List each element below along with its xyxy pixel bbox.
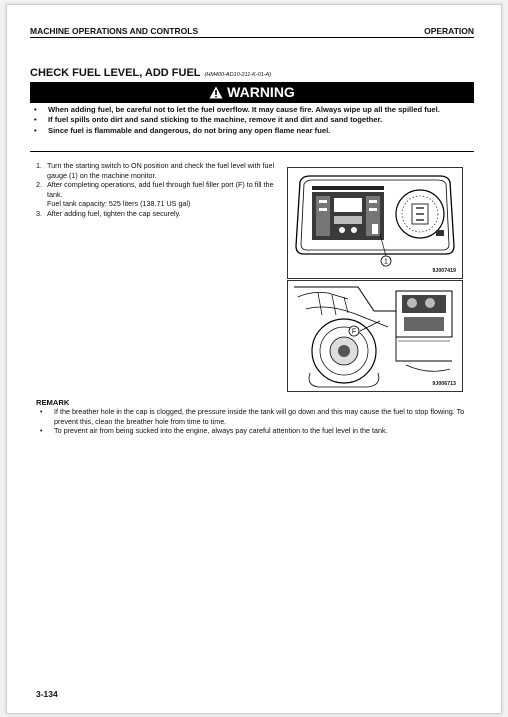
figure-fuel-filler (287, 280, 463, 392)
warning-label: WARNING (227, 84, 295, 100)
step-item (36, 199, 281, 209)
step-text: Turn the starting switch to ON position and check the fuel level with fuel gauge (1) on the machine monitor. (47, 161, 275, 180)
step-number: 3. (36, 208, 42, 218)
section-code: (HM400-AD10-211-K-01-A) (204, 72, 272, 78)
step-text: After completing operations, add fuel through fuel filler port (F) to fill the tank. (47, 180, 274, 199)
page-header (30, 24, 474, 38)
monitor-callout-label: 1 (384, 258, 388, 266)
warning-item: • When adding fuel, be careful not to let the fuel overflow. It may cause fire. Always wipe up all the spilled fuel. (30, 105, 474, 115)
step-text: After adding fuel, tighten the cap securely. (47, 208, 181, 218)
step-item (36, 209, 281, 219)
filler-callout-label: F (351, 328, 357, 336)
warning-item: • If fuel spills onto dirt and sand sticking to the machine, remove it and dirt and sand together. (30, 115, 474, 125)
section-title (30, 67, 271, 79)
section-title-text: CHECK FUEL LEVEL, ADD FUEL (30, 67, 201, 79)
remark-heading: REMARK (36, 398, 70, 407)
figure-code: 9J007419 (432, 268, 456, 274)
figure-code: 9J006713 (432, 381, 456, 387)
warning-list (30, 105, 474, 136)
remark-list (36, 407, 470, 436)
fuel-filler-illustration (288, 281, 462, 391)
procedure-steps (36, 161, 281, 219)
machine-monitor-illustration (288, 168, 462, 278)
remark-item: • If the breather hole in the cap is clogged, the pressure inside the tank will go down and this may cause the fuel to stop flowing. To prevent this, clean the breather hole from time to time. (36, 407, 470, 426)
warning-triangle-icon (209, 86, 223, 99)
step-number: 1. (36, 161, 42, 170)
header-section: OPERATION (424, 26, 474, 36)
warning-item: • Since fuel is flammable and dangerous, do not bring any open flame near fuel. (30, 126, 474, 136)
step-text: Fuel tank capacity: 525 liters (138.71 US gal) (47, 199, 191, 209)
step-item (36, 180, 281, 199)
warning-divider (30, 151, 474, 152)
remark-item: • To prevent air from being sucked into the engine, always pay careful attention to the fuel level in the tank. (36, 426, 470, 436)
page-number: 3-134 (36, 689, 58, 699)
figure-machine-monitor (287, 167, 463, 279)
warning-banner (30, 82, 474, 103)
step-item (36, 161, 281, 180)
header-chapter: MACHINE OPERATIONS AND CONTROLS (30, 26, 199, 36)
step-number: 2. (36, 180, 42, 190)
